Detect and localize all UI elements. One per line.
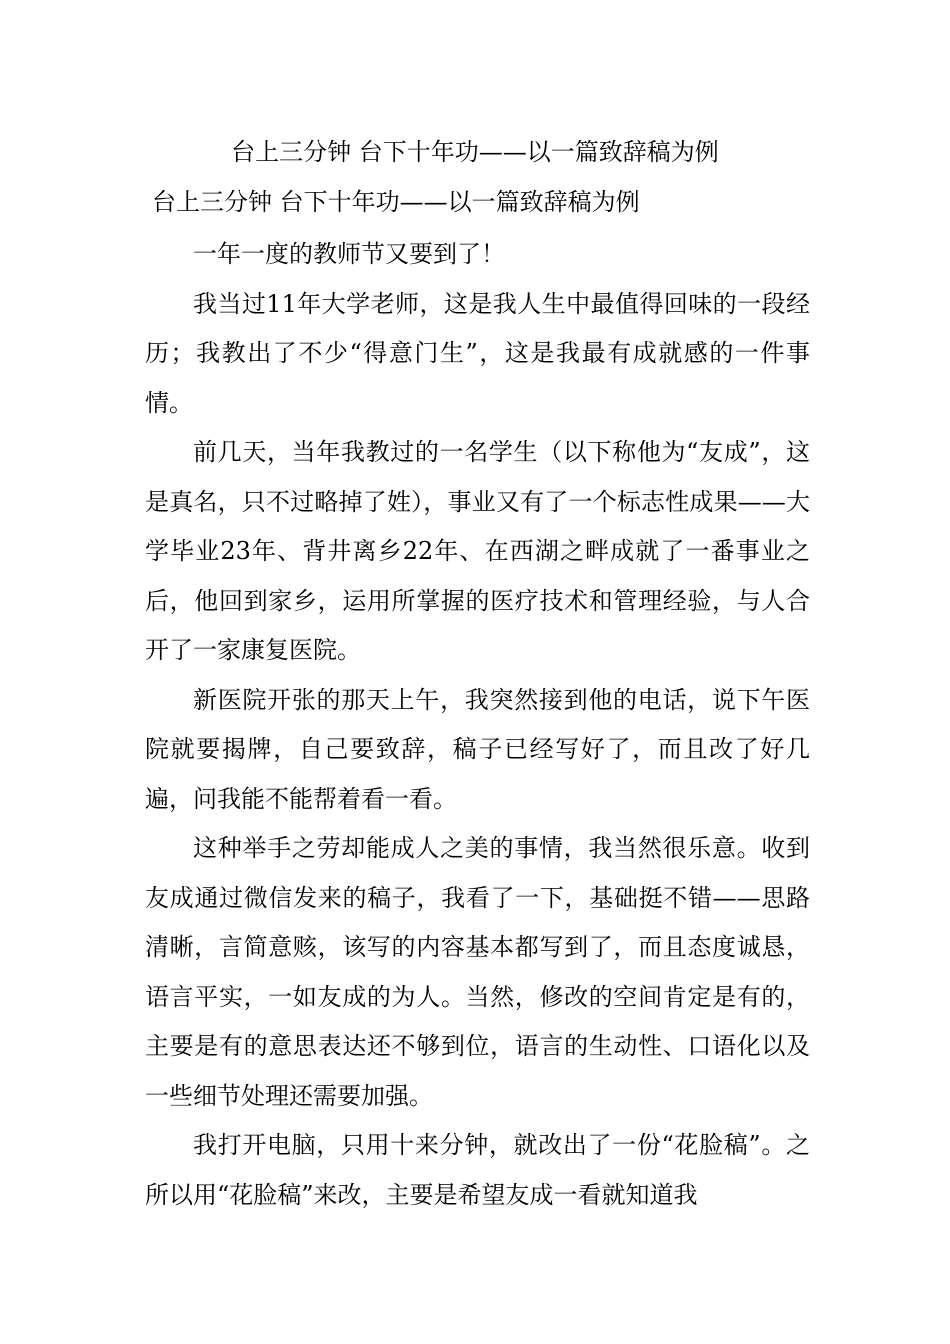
paragraph: 一年一度的教师节又要到了！: [193, 240, 505, 268]
document-title: 台上三分钟 台下十年功——以一篇致辞稿为例: [231, 138, 719, 166]
document-title-repeat: 台上三分钟 台下十年功——以一篇致辞稿为例: [152, 188, 640, 216]
paragraph: 前几天，当年我教过的一名学生（以下称他为“友成”，这是真名，只不过略掉了姓），事业又有了一个标志性成果——大学毕业23年、背井离乡22年、在西湖之畔成就了一番事业之后，他回到家乡，运用所掌握的医疗技术和管理经验，与人合开了一家康复医院。: [145, 438, 810, 664]
paragraph: 我打开电脑，只用十来分钟，就改出了一份“花脸稿”。之所以用“花脸稿”来改，主要是希望友成一看就知道我: [145, 1131, 810, 1209]
paragraph: 我当过11年大学老师，这是我人生中最值得回味的一段经历；我教出了不少“得意门生”，这是我最有成就感的一件事情。: [145, 289, 810, 417]
document-body: [145, 230, 810, 1220]
paragraph: 新医院开张的那天上午，我突然接到他的电话，说下午医院就要揭牌，自己要致辞，稿子已经写好了，而且改了好几遍，问我能不能帮着看一看。: [145, 685, 810, 813]
paragraph: 这种举手之劳却能成人之美的事情，我当然很乐意。收到友成通过微信发来的稿子，我看了一下，基础挺不错——思路清晰，言简意赅，该写的内容基本都写到了，而且态度诚恳，语言平实，一如友成的为人。当然，修改的空间肯定是有的，主要是有的意思表达还不够到位，语言的生动性、口语化以及一些细节处理还需要加强。: [145, 834, 810, 1110]
